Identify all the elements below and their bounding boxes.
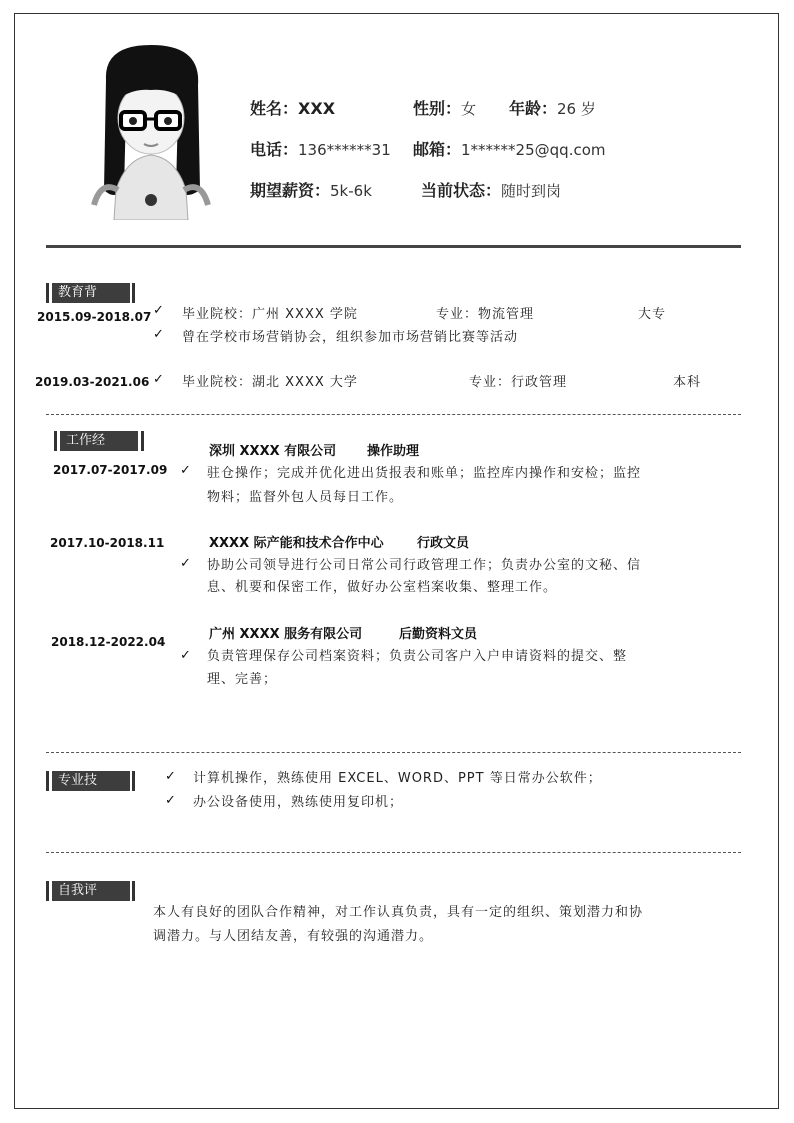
work-company: XXXX 际产能和技术合作中心	[209, 536, 384, 551]
gender-value: 女	[461, 100, 477, 118]
section-divider	[46, 852, 741, 853]
work-desc-line: 物料；监督外包人员每日工作。	[207, 490, 404, 505]
section-divider	[46, 414, 741, 415]
tag-bar	[54, 431, 57, 451]
check-icon: ✓	[180, 556, 191, 571]
status-field	[421, 178, 561, 201]
name-value: XXX	[298, 99, 336, 118]
check-icon: ✓	[180, 648, 191, 663]
skill-item: 办公设备使用，熟练使用复印机；	[193, 795, 404, 810]
self-eval-section-tag	[46, 881, 136, 901]
age-label: 年龄：	[509, 99, 558, 118]
self-eval-line: 调潜力。与人团结友善，有较强的沟通潜力。	[153, 929, 434, 944]
check-icon: ✓	[153, 327, 164, 342]
phone-label: 电话：	[250, 140, 299, 159]
gender-field	[413, 96, 476, 119]
email-value: 1******25@qq.com	[461, 141, 606, 159]
gender-label: 性别：	[413, 99, 462, 118]
status-label: 当前状态：	[421, 181, 502, 200]
work-desc-line: 理、完善；	[207, 672, 278, 687]
education-major: 专业：行政管理	[469, 375, 568, 390]
tag-bar	[46, 771, 49, 791]
check-icon: ✓	[153, 372, 164, 387]
check-icon: ✓	[165, 769, 176, 784]
salary-field	[250, 178, 372, 201]
tag-bar	[132, 283, 135, 303]
education-tag-label: 教育背	[52, 283, 130, 303]
salary-value: 5k-6k	[330, 182, 372, 200]
education-degree: 本科	[673, 375, 702, 390]
email-field	[413, 137, 606, 160]
age-value: 26 岁	[557, 100, 596, 118]
header-divider	[46, 245, 741, 248]
salary-label: 期望薪资：	[250, 181, 331, 200]
tag-bar	[132, 881, 135, 901]
status-value: 随时到岗	[501, 182, 562, 200]
education-section-tag	[46, 283, 136, 303]
work-date: 2018.12-2022.04	[51, 635, 166, 649]
work-desc-line: 驻仓操作；完成并优化进出货报表和账单；监控库内操作和安检；监控	[207, 466, 642, 481]
tag-bar	[132, 771, 135, 791]
section-divider	[46, 752, 741, 753]
skills-section-tag	[46, 771, 136, 791]
education-note: 曾在学校市场营销协会，组织参加市场营销比赛等活动	[182, 330, 519, 345]
age-field	[509, 96, 596, 119]
skill-item: 计算机操作，熟练使用 EXCEL、WORD、PPT 等日常办公软件；	[193, 771, 602, 786]
education-date: 2019.03-2021.06	[35, 375, 150, 389]
self-eval-line: 本人有良好的团队合作精神，对工作认真负责，具有一定的组织、策划潜力和协	[153, 905, 644, 920]
check-icon: ✓	[153, 303, 164, 318]
work-position: 操作助理	[367, 444, 420, 459]
education-date: 2015.09-2018.07	[37, 310, 152, 324]
self-eval-tag-label: 自我评	[52, 881, 130, 901]
work-desc-line: 协助公司领导进行公司日常公司行政管理工作；负责办公室的文秘、信	[207, 558, 642, 573]
work-company: 广州 XXXX 服务有限公司	[209, 627, 363, 642]
name-field	[250, 96, 335, 119]
work-tag-label: 工作经	[60, 431, 138, 451]
work-position: 行政文员	[417, 536, 470, 551]
avatar	[76, 40, 226, 220]
tag-bar	[141, 431, 144, 451]
work-section-tag	[54, 431, 146, 451]
education-school: 毕业院校：湖北 XXXX 大学	[182, 375, 358, 390]
work-company: 深圳 XXXX 有限公司	[209, 444, 337, 459]
skills-tag-label: 专业技	[52, 771, 130, 791]
education-degree: 大专	[638, 307, 667, 322]
education-school: 毕业院校：广州 XXXX 学院	[182, 307, 358, 322]
name-label: 姓名：	[250, 99, 299, 118]
email-label: 邮箱：	[413, 140, 462, 159]
check-icon: ✓	[165, 793, 176, 808]
check-icon: ✓	[180, 463, 191, 478]
work-date: 2017.10-2018.11	[50, 536, 165, 550]
work-date: 2017.07-2017.09	[53, 463, 168, 477]
work-desc-line: 息、机要和保密工作，做好办公室档案收集、整理工作。	[207, 580, 558, 595]
work-desc-line: 负责管理保存公司档案资料；负责公司客户入户申请资料的提交、整	[207, 649, 628, 664]
phone-field	[250, 137, 391, 160]
tag-bar	[46, 881, 49, 901]
phone-value: 136******31	[298, 141, 391, 159]
tag-bar	[46, 283, 49, 303]
education-major: 专业：物流管理	[436, 307, 535, 322]
work-position: 后勤资料文员	[399, 627, 478, 642]
